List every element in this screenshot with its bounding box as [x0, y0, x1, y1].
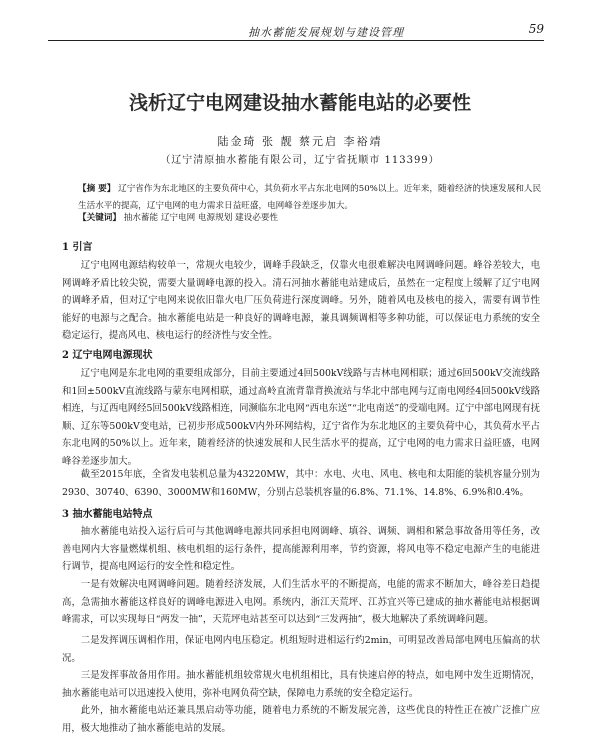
page-number: 59: [528, 22, 544, 36]
article-title: 浅析辽宁电网建设抽水蓄能电站的必要性: [128, 92, 471, 114]
keywords: [78, 211, 548, 223]
keywords-label: 【关键词】: [78, 213, 121, 223]
section-heading: 2 辽宁电网电源现状: [62, 350, 153, 361]
running-header: [48, 22, 544, 41]
paragraph: 二是发挥调压调相作用，保证电网内电压稳定。机组短时进相运行约2min，可明显改善局部电网电压偏高的状况。: [62, 635, 540, 664]
section-heading: 3 抽水蓄能电站特点: [62, 509, 153, 520]
abstract: [78, 181, 548, 215]
abstract-label: 【摘 要】: [78, 184, 116, 194]
paragraph: 一是有效解决电网调峰问题。随着经济发展，人们生活水平的不断提高，电能的需求不断加大，峰谷差日趋提高，急需抽水蓄能这样良好的调峰电源进入电网。系统内，浙江天荒坪、江苏宜兴等已建成的抽水蓄能电站根据调峰需求，可以实现每日“两发一抽”，天荒坪电站甚至可以达到“三发两抽”，极大地解决了系统调峰问题。: [62, 579, 540, 625]
running-title: 抽水蓄能发展规划与建设管理: [248, 26, 404, 39]
paragraph: 此外，抽水蓄能电站还兼具黑启动等功能，随着电力系统的不断发展完善，这些优良的特性正在被广泛推广应用，极大地推动了抽水蓄能电站的发展。: [62, 705, 540, 734]
paragraph: 抽水蓄能电站投入运行后可与其他调峰电源共同承担电网调峰、填谷、调频、调相和紧急事故备用等任务，改善电网内大容量燃煤机组、核电机组的运行条件，提高能源利用率，节约资源，将风电等不稳定电源产生的电能进行调节，提高电网运行的安全性和稳定性。: [62, 526, 540, 572]
paragraph: 三是发挥事故备用作用。抽水蓄能机组较常规火电机组相比，具有快速启停的特点，如电网中发生近期情况，抽水蓄能电站可以迅速投入使用，弥补电网负荷空缺，保障电力系统的安全稳定运行。: [62, 670, 540, 699]
paragraph: 截至2015年底，全省发电装机总量为43220MW，其中：水电、火电、风电、核电和太阳能的装机容量分别为2930、30740、6390、3000MW和160MW，分别占总装机容量的6.8%、71.1%、14.8%、6.9%和0.4%。: [62, 469, 540, 498]
abstract-text: 辽宁省作为东北地区的主要负荷中心，其负荷水平占东北电网的50%以上。近年来，随着经济的快速发展和人民生活水平的提高，辽宁电网的电力需求日益旺盛，电网峰谷差逐步加大。: [78, 184, 542, 211]
author-list: 陆金琦 张 靓 蔡元启 李裕靖: [217, 135, 383, 148]
paragraph: 辽宁电网电源结构较单一，常规火电较少，调峰手段缺乏，仅靠火电很难解决电网调峰问题。峰谷差较大，电网调峰矛盾比较尖锐，需要大量调峰电源的投入。清石河抽水蓄能电站建成后，虽然在一定程度上缓解了辽宁电网的调峰矛盾，但对辽宁电网来说依旧靠火电厂压负荷进行深度调峰。另外，随着风电及核电的接入，需要有调节性能好的电源与之配合。抽水蓄能电站是一种良好的调峰电源，兼具调频调相等多种功能，可以保证电力系统的安全稳定运行，提高风电、核电运行的经济性与安全性。: [62, 260, 540, 341]
section-heading: 1 引言: [62, 242, 93, 253]
author-affiliation: （辽宁清原抽水蓄能有限公司，辽宁省抚顺市 113399）: [160, 155, 440, 166]
keywords-text: 抽水蓄能 辽宁电网 电源规划 建设必要性: [123, 213, 279, 223]
paragraph: 辽宁电网是东北电网的重要组成部分，目前主要通过4回500kV线路与吉林电网相联；通过6回500kV交流线路和1回±500kV直流线路与蒙东电网相联，通过高岭直流背靠背换流站与华北中部电网与辽南电网经4回500kV线路相连，与辽西电网经5回500kV线路相连，同濒临东北电网“西电东送”“北电南送”的受端电网。辽宁中部电网现有抚顺、辽东等500kV变电站，已初步形成500kV内外环网结构，辽宁省作为东北地区的主要负荷中心，其负荷水平占东北电网的50%以上。近年来，随着经济的快速发展和人民生活水平的提高，辽宁电网的电力需求日益旺盛，电网峰谷差逐步加大。: [62, 368, 540, 467]
